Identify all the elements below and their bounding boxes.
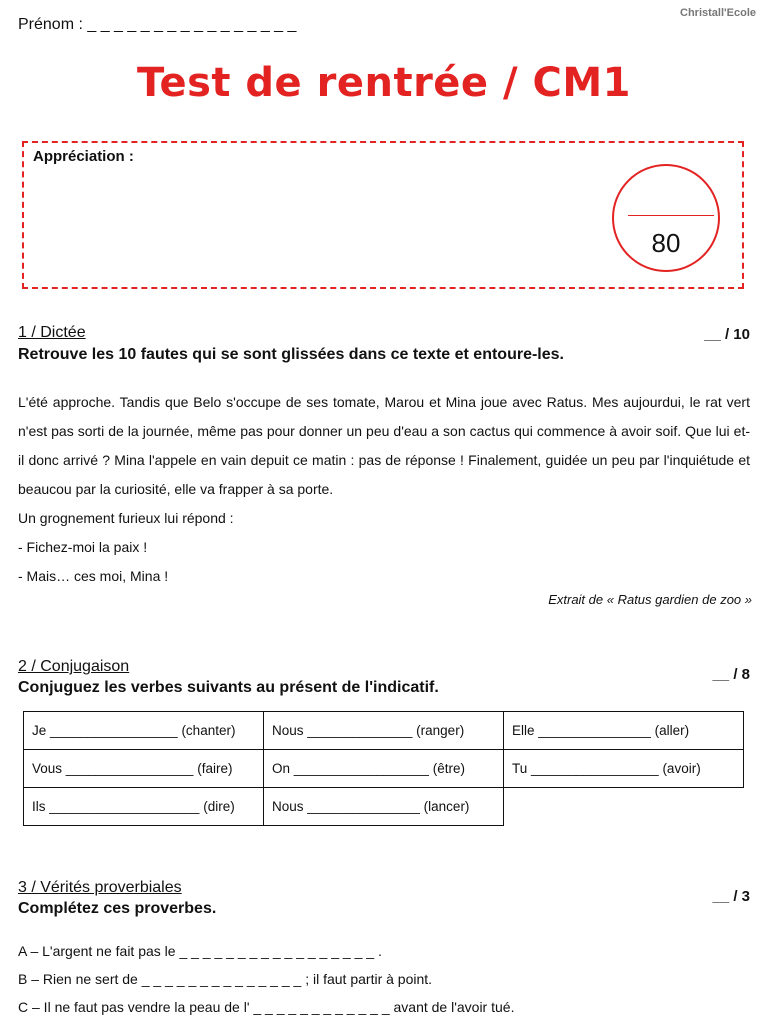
conjugaison-cell[interactable] bbox=[504, 750, 744, 788]
prenom-field: Prénom : _ _ _ _ _ _ _ _ _ _ _ _ _ _ _ _ bbox=[18, 16, 297, 33]
empty-cell bbox=[504, 788, 744, 826]
blank: __________________ bbox=[293, 761, 429, 776]
dictee-source: Extrait de « Ratus gardien de zoo » bbox=[548, 592, 752, 607]
appreciation-label: Appréciation : bbox=[33, 148, 134, 165]
pronoun: Nous bbox=[272, 723, 304, 738]
verb: (aller) bbox=[654, 723, 690, 738]
blank: _________________ bbox=[50, 723, 178, 738]
dictee-paragraph: L'été approche. Tandis que Belo s'occupe de ses tomate, Marou et Mina joue avec Ratus. Mes aujourdui, le rat vert n'est pas sorti de la journée, même pas pour donner un peu d'eau a son cactus qui commence à avoir soif. Que lui et-il donc arrivé ? Mina l'appele en vain depuit ce matin : pas de réponse ! Finalement, guidée un peu par l'inquiétude et beaucou par la curiosité, elle va frapper à sa porte. bbox=[18, 394, 750, 497]
conjugaison-table bbox=[23, 711, 744, 826]
verb: (avoir) bbox=[662, 761, 701, 776]
section-proverbes-score: __ / 3 bbox=[712, 888, 750, 905]
pronoun: Ils bbox=[32, 799, 46, 814]
dictee-paragraph: Un grognement furieux lui répond : bbox=[18, 510, 234, 526]
table-row bbox=[24, 750, 744, 788]
blank: _______________ bbox=[538, 723, 651, 738]
verb: (lancer) bbox=[423, 799, 470, 814]
section-dictee-title: 1 / Dictée bbox=[18, 324, 86, 341]
score-total: 80 bbox=[651, 228, 681, 258]
conjugaison-cell[interactable] bbox=[24, 750, 264, 788]
proverb-item: A – L'argent ne fait pas le _ _ _ _ _ _ _ _ _ _ _ _ _ _ _ _ _ . bbox=[18, 943, 382, 959]
proverb-item: B – Rien ne sert de _ _ _ _ _ _ _ _ _ _ _ _ _ _ ; il faut partir à point. bbox=[18, 971, 433, 987]
section-proverbes-title: 3 / Vérités proverbiales bbox=[18, 879, 182, 896]
score-line bbox=[628, 215, 714, 216]
section-conjugaison-title: 2 / Conjugaison bbox=[18, 658, 130, 675]
verb: (être) bbox=[432, 761, 465, 776]
conjugaison-cell[interactable] bbox=[264, 712, 504, 750]
blank: _______________ bbox=[307, 799, 420, 814]
blank: _________________ bbox=[65, 761, 194, 776]
blank: _________________ bbox=[531, 761, 659, 776]
pronoun: Vous bbox=[32, 761, 63, 776]
table-row bbox=[24, 712, 744, 750]
blank: ____________________ bbox=[49, 799, 200, 814]
pronoun: Je bbox=[32, 723, 47, 738]
conjugaison-cell[interactable] bbox=[24, 712, 264, 750]
conjugaison-cell[interactable] bbox=[504, 712, 744, 750]
section-dictee-score: __ / 10 bbox=[704, 326, 750, 343]
pronoun: Elle bbox=[512, 723, 535, 738]
conjugaison-cell[interactable] bbox=[264, 788, 504, 826]
pronoun: On bbox=[272, 761, 291, 776]
blank: ______________ bbox=[307, 723, 413, 738]
page-title: Test de rentrée / CM1 bbox=[136, 60, 632, 106]
section-dictee-instruction: Retrouve les 10 fautes qui se sont glissées dans ce texte et entoure-les. bbox=[18, 346, 564, 363]
dictee-paragraph: - Mais… ces moi, Mina ! bbox=[18, 568, 169, 584]
verb: (dire) bbox=[203, 799, 235, 814]
conjugaison-cell[interactable] bbox=[264, 750, 504, 788]
dictee-text bbox=[18, 388, 750, 591]
verb: (faire) bbox=[197, 761, 233, 776]
section-conjugaison-score: __ / 8 bbox=[712, 666, 750, 683]
brand-label: Christall'Ecole bbox=[680, 7, 756, 19]
section-proverbes-instruction: Complétez ces proverbes. bbox=[18, 900, 217, 917]
dictee-paragraph: - Fichez-moi la paix ! bbox=[18, 539, 148, 555]
pronoun: Tu bbox=[512, 761, 528, 776]
conjugaison-cell[interactable] bbox=[24, 788, 264, 826]
verb: (chanter) bbox=[181, 723, 236, 738]
pronoun: Nous bbox=[272, 799, 304, 814]
proverb-item: C – Il ne faut pas vendre la peau de l' _ _ _ _ _ _ _ _ _ _ _ _ avant de l'avoir tué. bbox=[18, 999, 515, 1015]
verb: (ranger) bbox=[416, 723, 465, 738]
table-row bbox=[24, 788, 744, 826]
section-conjugaison-instruction: Conjuguez les verbes suivants au présent de l'indicatif. bbox=[18, 679, 439, 696]
